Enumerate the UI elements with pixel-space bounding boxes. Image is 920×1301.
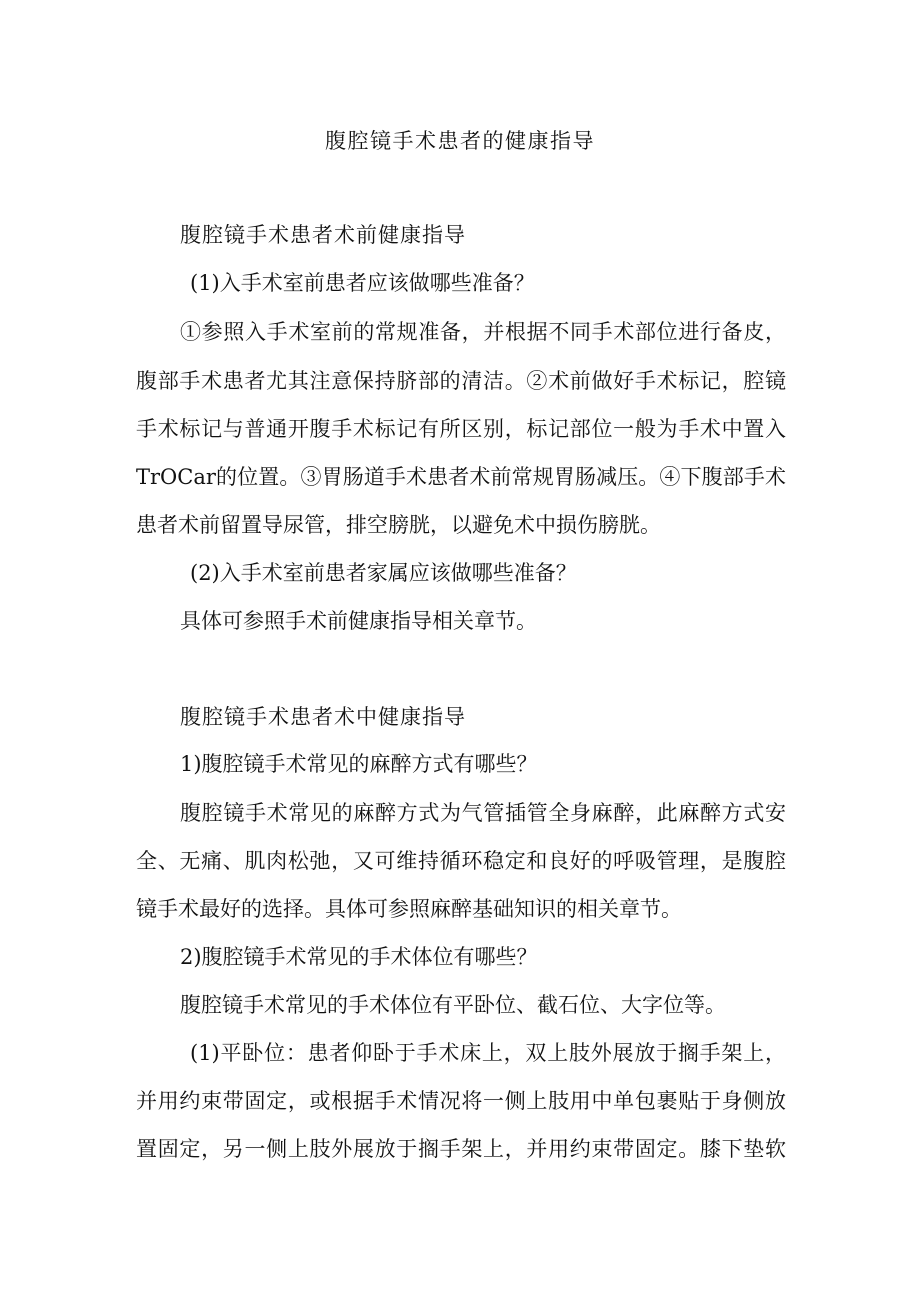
paragraph-line: TrOCar的位置。③胃肠道手术患者术前常规胃肠减压。④下腹部手术 [136, 465, 786, 489]
paragraph-line: 腹部手术患者尤其注意保持脐部的清洁。②术前做好手术标记，腔镜 [136, 369, 786, 393]
question-anesthesia: 1)腹腔镜手术常见的麻醉方式有哪些？ [180, 752, 538, 776]
document-title: 腹腔镜手术患者的健康指导 [325, 129, 595, 153]
paragraph-line: 全、无痛、肌肉松弛，又可维持循环稳定和良好的呼吸管理，是腹腔 [136, 849, 786, 873]
paragraph-line: 患者术前留置导尿管，排空膀胱，以避免术中损伤膀胱。 [136, 513, 661, 537]
section-heading-intraoperative: 腹腔镜手术患者术中健康指导 [180, 705, 466, 729]
answer-position: 腹腔镜手术常见的手术体位有平卧位、截石位、大字位等。 [180, 993, 726, 1017]
question-prep-patient: (1)入手术室前患者应该做哪些准备？ [190, 271, 535, 295]
paragraph-line: ①参照入手术室前的常规准备，并根据不同手术部位进行备皮， [180, 320, 786, 344]
paragraph-line: 并用约束带固定，或根据手术情况将一侧上肢用中单包裹贴于身侧放 [136, 1089, 786, 1113]
paragraph-line: (1)平卧位：患者仰卧于手术床上，双上肢外展放于搁手架上， [190, 1041, 786, 1065]
paragraph-line: 手术标记与普通开腹手术标记有所区别，标记部位一般为手术中置入 [136, 417, 786, 441]
paragraph-line: 腹腔镜手术常见的麻醉方式为气管插管全身麻醉，此麻醉方式安 [180, 801, 786, 825]
question-prep-family: (2)入手术室前患者家属应该做哪些准备？ [190, 561, 577, 585]
answer-prep-family: 具体可参照手术前健康指导相关章节。 [180, 609, 537, 633]
question-position: 2)腹腔镜手术常见的手术体位有哪些？ [180, 945, 538, 969]
paragraph-line: 置固定，另一侧上肢外展放于搁手架上，并用约束带固定。膝下垫软 [136, 1137, 786, 1161]
paragraph-line: 镜手术最好的选择。具体可参照麻醉基础知识的相关章节。 [136, 897, 682, 921]
section-heading-preoperative: 腹腔镜手术患者术前健康指导 [180, 223, 466, 247]
